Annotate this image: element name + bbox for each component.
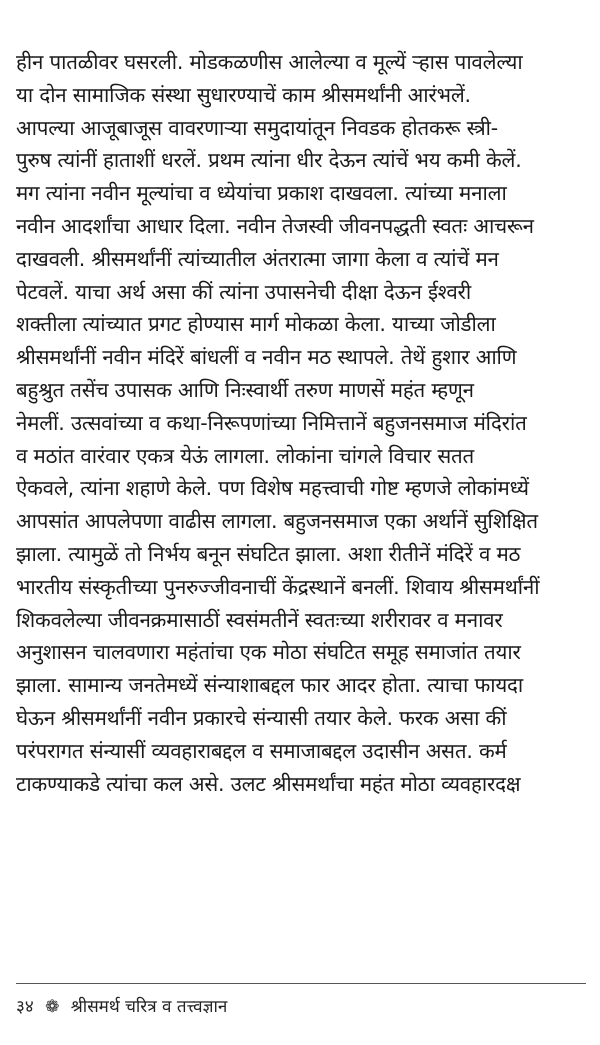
text-line: मग त्यांना नवीन मूल्यांचा व ध्येयांचा प्रकाश दाखवला. त्यांच्या मनाला [16, 181, 507, 206]
book-title: श्रीसमर्थ चरित्र व तत्त्वज्ञान [70, 997, 228, 1017]
text-line: टाकण्याकडे त्यांचा कल असे. उलट श्रीसमर्थांचा महंत मोठा व्यवहारदक्ष [16, 771, 521, 796]
text-line: घेऊन श्रीसमर्थांनीं नवीन प्रकारचे संन्यासी तयार केले. फरक असा कीं [16, 705, 507, 730]
text-line: व मठांत वारंवार एकत्र येऊं लागला. लोकांना चांगले विचार सतत [16, 443, 475, 468]
text-line: परंपरागत संन्यासीं व्यवहाराबद्दल व समाजाबद्दल उदासीन असत. कर्म [16, 738, 507, 763]
text-line: पुरुष त्यांनीं हाताशीं धरलें. प्रथम त्यांना धीर देऊन त्यांचें भय कमी केलें. [16, 148, 522, 173]
text-line: ऐकवले, त्यांना शहाणे केले. पण विशेष महत्त्वाची गोष्ट म्हणजे लोकांमध्यें [16, 476, 529, 501]
text-line: या दोन सामाजिक संस्था सुधारण्याचें काम श्रीसमर्थांनी आरंभलें. [16, 82, 471, 107]
text-line: अनुशासन चालवणारा महंतांचा एक मोठा संघटित समूह समाजांत तयार [16, 640, 521, 665]
text-line: नवीन आदर्शांचा आधार दिला. नवीन तेजस्वी जीवनपद्धती स्वतः आचरून [16, 213, 534, 238]
text-line: हीन पातळीवर घसरली. मोडकळणीस आलेल्या व मूल्यें ऱ्हास पावलेल्या [16, 50, 523, 74]
footer-divider [16, 983, 586, 984]
text-line: दाखवली. श्रीसमर्थांनीं त्यांच्यातील अंतरात्मा जागा केला व त्यांचें मन [16, 246, 499, 271]
page-footer [16, 992, 227, 1022]
text-line: आपसांत आपलेपणा वाढीस लागला. बहुजनसमाज एका अर्थानें सुशिक्षित [16, 509, 538, 534]
body-text [16, 46, 586, 800]
page-number: ३४ [16, 997, 34, 1017]
text-line: नेमलीं. उत्सवांच्या व कथा-निरूपणांच्या निमित्तानें बहुजनसमाज मंदिरांत [16, 410, 527, 435]
text-line: श्रीसमर्थांनीं नवीन मंदिरें बांधलीं व नवीन मठ स्थापले. तेथें हुशार आणि [16, 345, 517, 370]
text-line: शिकवलेल्या जीवनक्रमासाठीं स्वसंमतीनें स्वतःच्या शरीरावर व मनावर [16, 607, 503, 632]
text-line: शक्तीला त्यांच्यात प्रगट होण्यास मार्ग मोकळा केला. याच्या जोडीला [16, 312, 496, 337]
text-line: बहुश्रुत तसेंच उपासक आणि निःस्वार्थी तरुण माणसें महंत म्हणून [16, 377, 474, 402]
text-line: भारतीय संस्कृतीच्या पुनरुज्जीवनाचीं केंद्रस्थानें बनलीं. शिवाय श्रीसमर्थांनीं [16, 574, 540, 599]
text-line: झाला. त्यामुळें तो निर्भय बनून संघटित झाला. अशा रीतीनें मंदिरें व मठ [16, 541, 521, 566]
text-line: झाला. सामान्य जनतेमध्यें संन्याशाबद्दल फार आदर होता. त्याचा फायदा [16, 673, 524, 698]
text-line: पेटवलें. याचा अर्थ असा कीं त्यांना उपासनेची दीक्षा देऊन ईश्वरी [16, 279, 472, 304]
text-line: आपल्या आजूबाजूस वावरणाऱ्या समुदायांतून निवडक होतकरू स्त्री- [16, 115, 498, 140]
flower-ornament-icon: ❁ [45, 997, 60, 1017]
